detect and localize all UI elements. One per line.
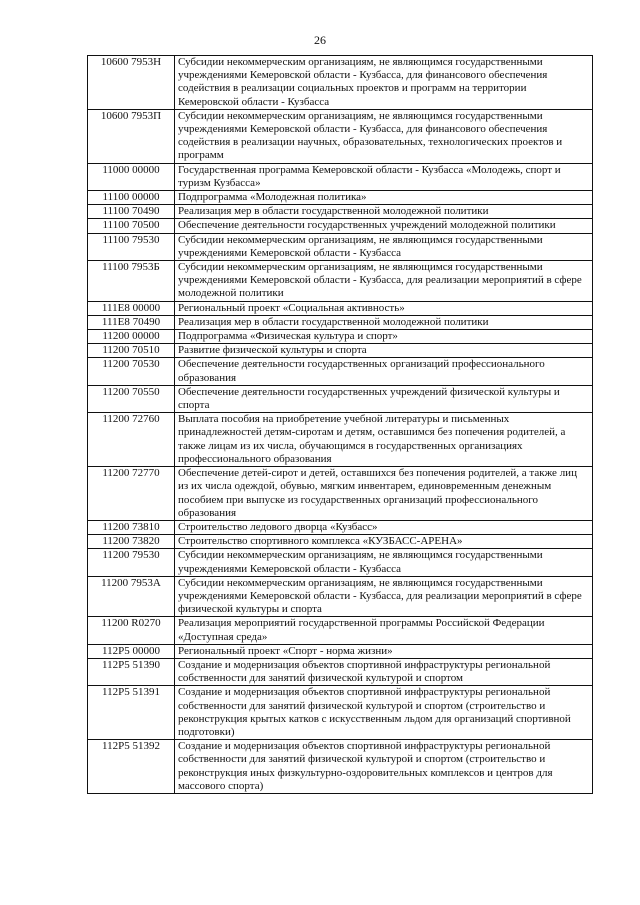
- table-row: [88, 163, 593, 190]
- row-description: Подпрограмма «Молодежная политика»: [175, 191, 593, 205]
- row-code: 11100 7953Б: [88, 261, 175, 302]
- row-code: 11100 79530: [88, 233, 175, 260]
- row-description: Субсидии некоммерческим организациям, не являющимся государственными учреждениями Кемеровской области - Кузбасса, для реализации мероприятий в сфере физической культуры и спорта: [175, 576, 593, 617]
- row-description: Субсидии некоммерческим организациям, не являющимся государственными учреждениями Кемеровской области - Кузбасса, для реализации мероприятий в сфере молодежной политики: [175, 261, 593, 302]
- row-description: Государственная программа Кемеровской области - Кузбасса «Молодежь, спорт и туризм Кузбасса»: [175, 163, 593, 190]
- row-code: 11200 00000: [88, 330, 175, 344]
- table-row: [88, 56, 593, 110]
- budget-classification-table: [87, 55, 593, 794]
- table-row: [88, 219, 593, 233]
- table-row: [88, 205, 593, 219]
- row-code: 11100 00000: [88, 191, 175, 205]
- row-description: Обеспечение деятельности государственных учреждений молодежной политики: [175, 219, 593, 233]
- row-code: 10600 7953Н: [88, 56, 175, 110]
- row-code: 112Р5 51392: [88, 740, 175, 794]
- row-description: Обеспечение детей-сирот и детей, оставшихся без попечения родителей, а также лиц из их числа одеждой, обувью, мягким инвентарем, единовременным денежным пособием при выпуске из государственных организаций профессионального образования: [175, 467, 593, 521]
- row-code: 11200 70510: [88, 344, 175, 358]
- row-code: 111Е8 70490: [88, 315, 175, 329]
- row-code: 112Р5 00000: [88, 644, 175, 658]
- table-row: [88, 385, 593, 412]
- table-row: [88, 413, 593, 467]
- row-description: Развитие физической культуры и спорта: [175, 344, 593, 358]
- row-description: Субсидии некоммерческим организациям, не являющимся государственными учреждениями Кемеровской области - Кузбасса: [175, 549, 593, 576]
- table-row: [88, 315, 593, 329]
- row-description: Подпрограмма «Физическая культура и спорт»: [175, 330, 593, 344]
- page-number: 26: [314, 33, 326, 47]
- row-code: 112Р5 51391: [88, 686, 175, 740]
- row-description: Обеспечение деятельности государственных учреждений физической культуры и спорта: [175, 385, 593, 412]
- row-code: 11000 00000: [88, 163, 175, 190]
- row-description: Строительство ледового дворца «Кузбасс»: [175, 520, 593, 534]
- row-code: 11200 70550: [88, 385, 175, 412]
- row-code: 11200 73820: [88, 535, 175, 549]
- table-row: [88, 467, 593, 521]
- table-row: [88, 330, 593, 344]
- row-code: 11200 70530: [88, 358, 175, 385]
- row-code: 11200 72760: [88, 413, 175, 467]
- row-code: 11100 70490: [88, 205, 175, 219]
- table-row: [88, 109, 593, 163]
- row-description: Региональный проект «Социальная активность»: [175, 301, 593, 315]
- table-row: [88, 358, 593, 385]
- row-description: Реализация мер в области государственной молодежной политики: [175, 205, 593, 219]
- table-row: [88, 261, 593, 302]
- table-row: [88, 344, 593, 358]
- table-row: [88, 740, 593, 794]
- table-row: [88, 301, 593, 315]
- table-row: [88, 233, 593, 260]
- row-description: Обеспечение деятельности государственных организаций профессионального образования: [175, 358, 593, 385]
- row-description: Реализация мероприятий государственной программы Российской Федерации «Доступная среда»: [175, 617, 593, 644]
- row-code: 11200 R0270: [88, 617, 175, 644]
- table-row: [88, 644, 593, 658]
- row-code: 11200 72770: [88, 467, 175, 521]
- row-code: 11200 79530: [88, 549, 175, 576]
- row-description: Создание и модернизация объектов спортивной инфраструктуры региональной собственности для занятий физической культурой и спортом (строительство и реконструкция иных физкультурно-оздоровительных комплексов и центров для массового спорта): [175, 740, 593, 794]
- row-description: Создание и модернизация объектов спортивной инфраструктуры региональной собственности для занятий физической культурой и спортом (строительство и реконструкция крытых катков с искусственным льдом для организаций спортивной подготовки): [175, 686, 593, 740]
- row-code: 112Р5 51390: [88, 658, 175, 685]
- row-description: Создание и модернизация объектов спортивной инфраструктуры региональной собственности для занятий физической культурой и спортом: [175, 658, 593, 685]
- table-row: [88, 549, 593, 576]
- row-description: Реализация мер в области государственной молодежной политики: [175, 315, 593, 329]
- row-description: Выплата пособия на приобретение учебной литературы и письменных принадлежностей детям-сиротам и детям, оставшимся без попечения родителей, а также лицам из их числа, обучающимся в государственных организациях профессионального образования: [175, 413, 593, 467]
- row-description: Субсидии некоммерческим организациям, не являющимся государственными учреждениями Кемеровской области - Кузбасса: [175, 233, 593, 260]
- row-code: 111Е8 00000: [88, 301, 175, 315]
- table-row: [88, 520, 593, 534]
- table-row: [88, 535, 593, 549]
- row-description: Строительство спортивного комплекса «КУЗБАСС-АРЕНА»: [175, 535, 593, 549]
- row-description: Региональный проект «Спорт - норма жизни»: [175, 644, 593, 658]
- row-code: 11100 70500: [88, 219, 175, 233]
- table-row: [88, 576, 593, 617]
- table-row: [88, 191, 593, 205]
- table-row: [88, 686, 593, 740]
- row-description: Субсидии некоммерческим организациям, не являющимся государственными учреждениями Кемеровской области - Кузбасса, для финансового обеспечения содействия в реализации научных, образовательных, технологических проектов и программ: [175, 109, 593, 163]
- row-description: Субсидии некоммерческим организациям, не являющимся государственными учреждениями Кемеровской области - Кузбасса, для финансового обеспечения содействия в реализации социальных проектов и программ на территории Кемеровской области - Кузбасса: [175, 56, 593, 110]
- row-code: 11200 73810: [88, 520, 175, 534]
- row-code: 11200 7953А: [88, 576, 175, 617]
- table-row: [88, 658, 593, 685]
- table-row: [88, 617, 593, 644]
- row-code: 10600 7953П: [88, 109, 175, 163]
